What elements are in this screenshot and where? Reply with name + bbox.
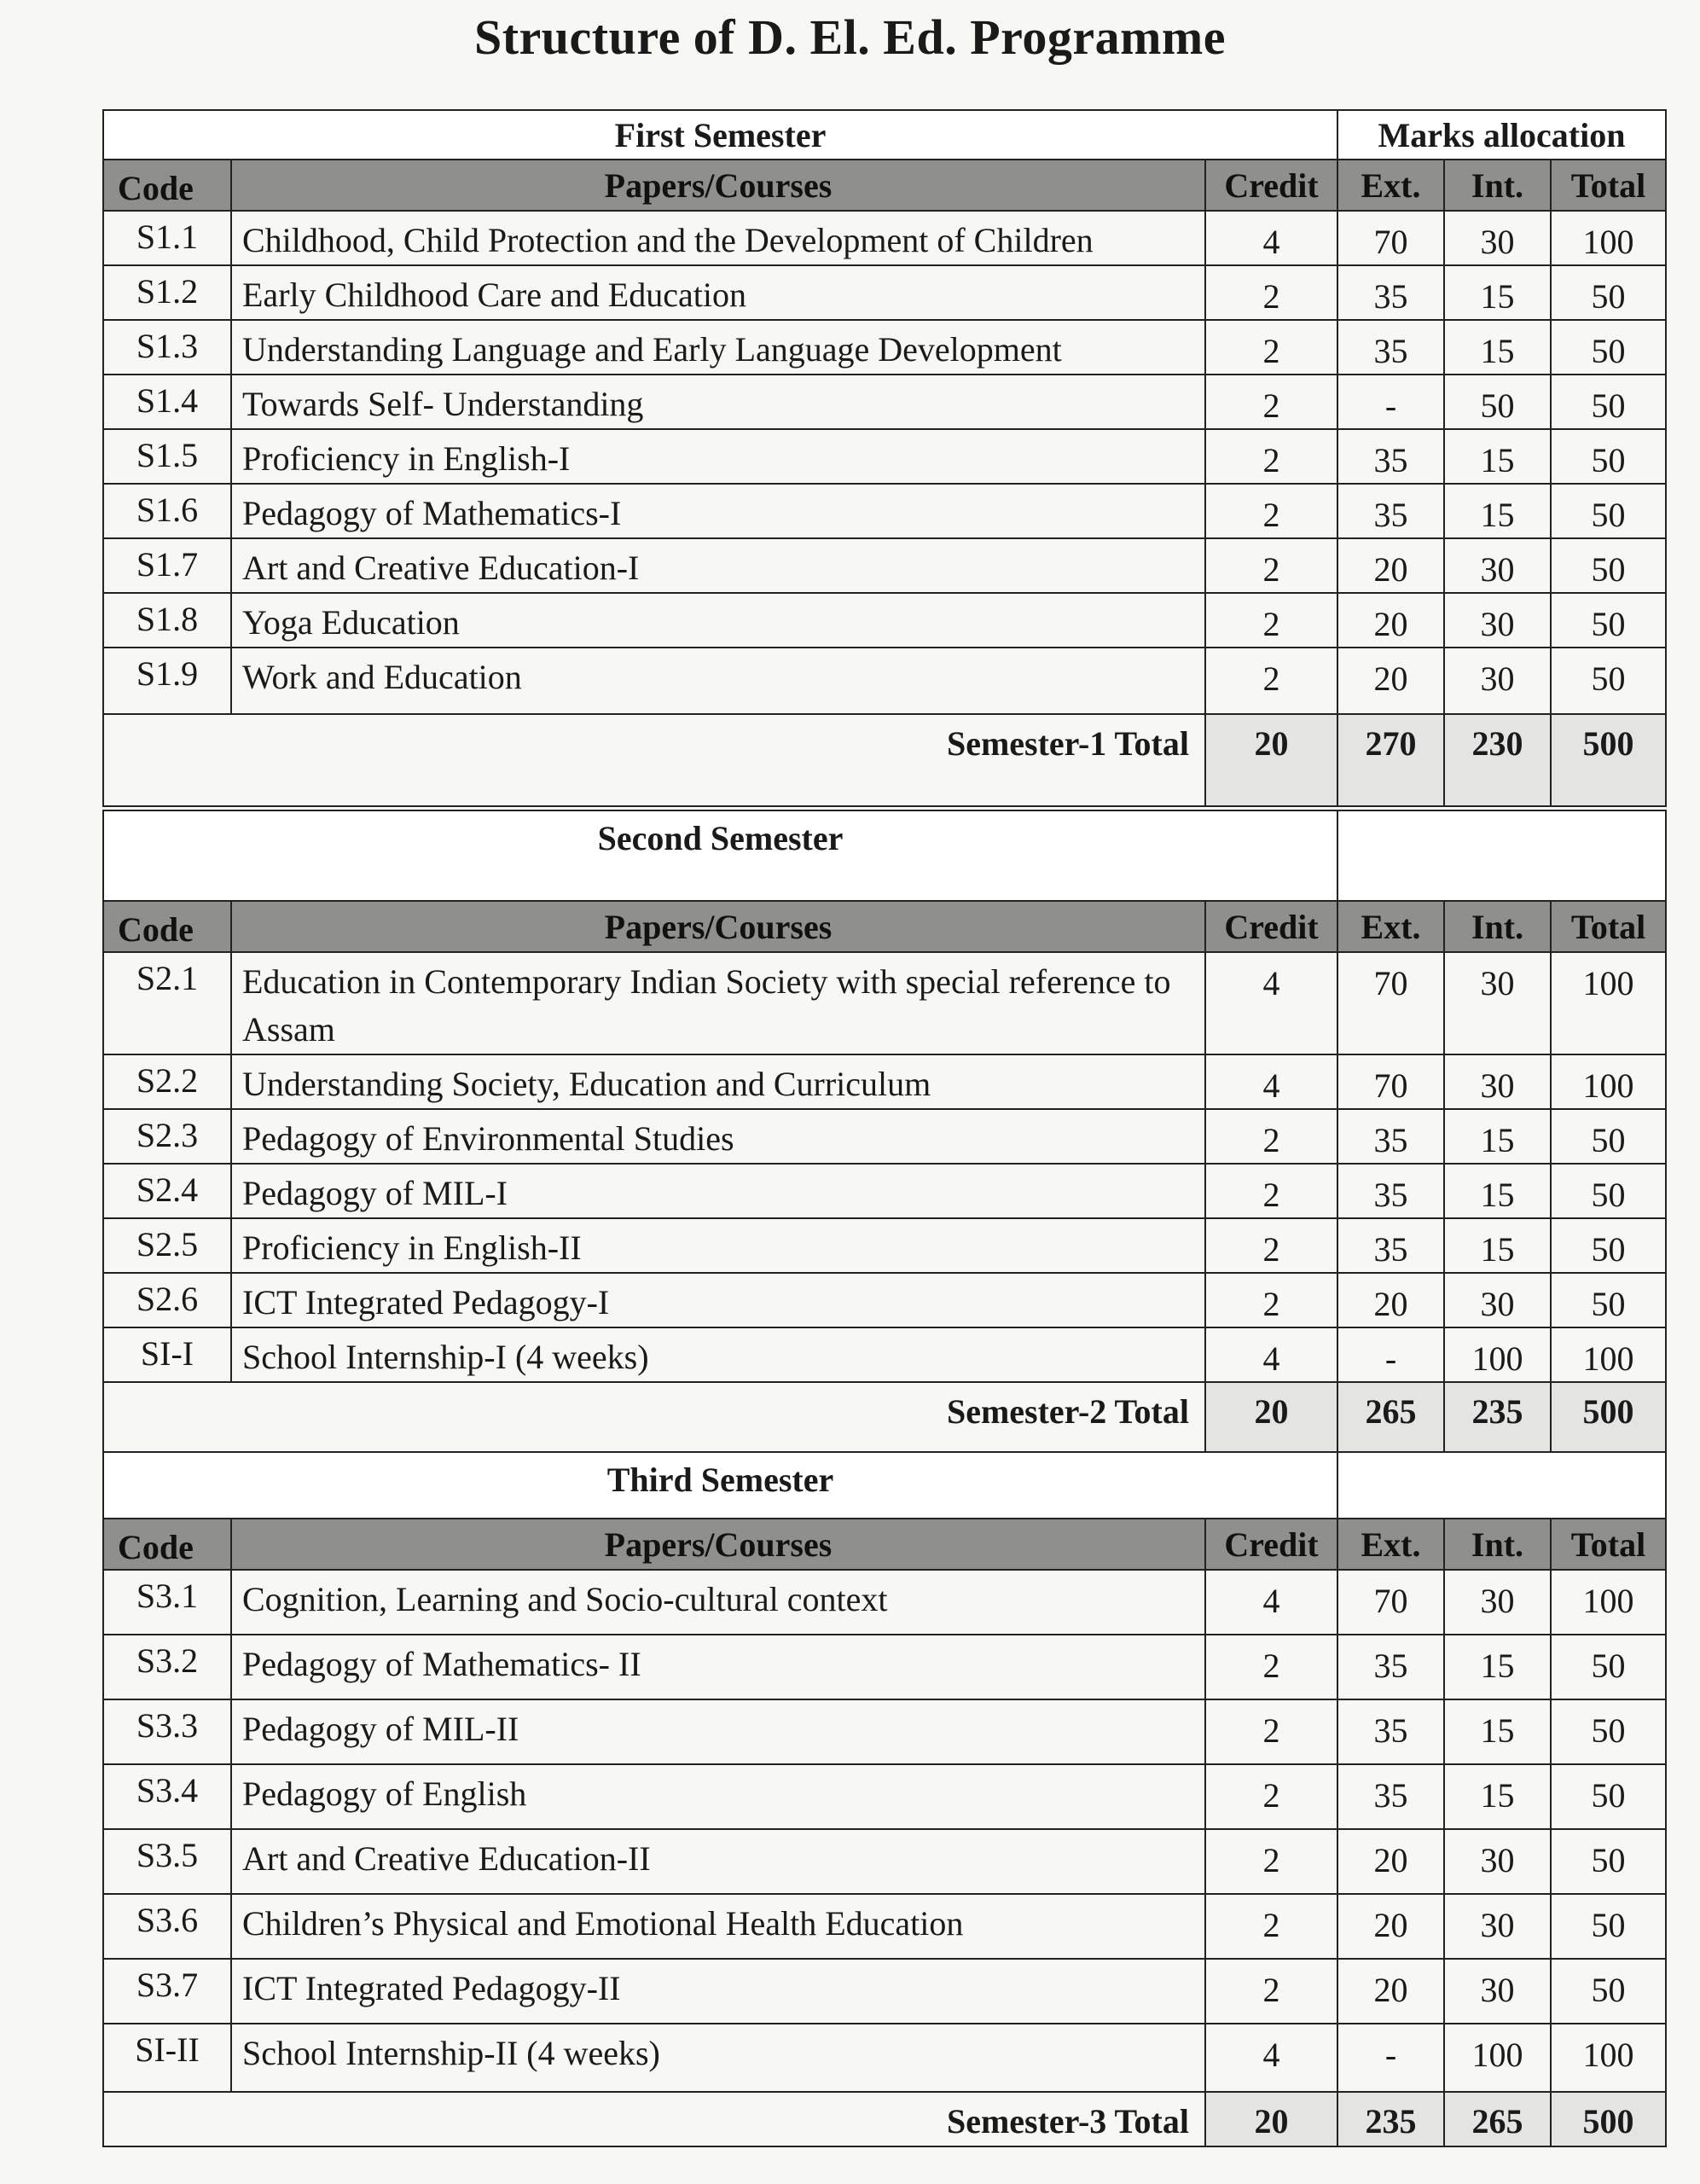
course-code: S3.2 <box>103 1635 231 1699</box>
credit-value: 2 <box>1205 1959 1337 2024</box>
total-value: 50 <box>1551 265 1666 320</box>
column-header-code: Code <box>103 901 231 952</box>
course-title: Art and Creative Education-I <box>231 538 1205 593</box>
total-value: 50 <box>1551 593 1666 648</box>
course-code: S1.8 <box>103 593 231 648</box>
course-code: S1.1 <box>103 211 231 265</box>
ext-value: 35 <box>1337 320 1444 375</box>
total-value: 50 <box>1551 1829 1666 1894</box>
course-code: S2.2 <box>103 1054 231 1109</box>
table-row <box>103 1829 1666 1894</box>
total-value: 100 <box>1551 2024 1666 2092</box>
credit-value: 2 <box>1205 648 1337 714</box>
ext-value: 35 <box>1337 484 1444 538</box>
course-code: S1.4 <box>103 375 231 429</box>
total-value: 50 <box>1551 320 1666 375</box>
int-value: 30 <box>1444 593 1551 648</box>
total-int: 230 <box>1444 714 1551 806</box>
credit-value: 2 <box>1205 1218 1337 1273</box>
semester-total-row <box>103 1382 1666 1457</box>
total-value: 100 <box>1551 1327 1666 1382</box>
credit-value: 4 <box>1205 1054 1337 1109</box>
credit-value: 2 <box>1205 429 1337 484</box>
total-ext: 270 <box>1337 714 1444 806</box>
table-row <box>103 1894 1666 1959</box>
credit-value: 4 <box>1205 2024 1337 2092</box>
total-credit: 20 <box>1205 714 1337 806</box>
course-title: Pedagogy of MIL-II <box>231 1699 1205 1764</box>
int-value: 30 <box>1444 1054 1551 1109</box>
course-title: Pedagogy of MIL-I <box>231 1164 1205 1218</box>
column-header-int: Int. <box>1444 160 1551 211</box>
int-value: 30 <box>1444 1570 1551 1635</box>
course-title: Towards Self- Understanding <box>231 375 1205 429</box>
ext-value: 70 <box>1337 211 1444 265</box>
credit-value: 2 <box>1205 1764 1337 1829</box>
course-title: Work and Education <box>231 648 1205 714</box>
int-value: 15 <box>1444 484 1551 538</box>
total-value: 50 <box>1551 1764 1666 1829</box>
table-row <box>103 429 1666 484</box>
table-row <box>103 265 1666 320</box>
column-header-papers: Papers/Courses <box>231 160 1205 211</box>
course-code: S3.6 <box>103 1894 231 1959</box>
course-title: Understanding Language and Early Language Development <box>231 320 1205 375</box>
int-value: 30 <box>1444 1959 1551 2024</box>
semester-heading: Third Semester <box>103 1452 1337 1519</box>
column-header-ext: Ext. <box>1337 160 1444 211</box>
credit-value: 2 <box>1205 1109 1337 1164</box>
total-total: 500 <box>1551 2092 1666 2146</box>
credit-value: 2 <box>1205 1894 1337 1959</box>
course-code: S1.5 <box>103 429 231 484</box>
course-title: Early Childhood Care and Education <box>231 265 1205 320</box>
total-value: 100 <box>1551 1054 1666 1109</box>
ext-value: 20 <box>1337 593 1444 648</box>
column-header-ext: Ext. <box>1337 1519 1444 1570</box>
credit-value: 2 <box>1205 265 1337 320</box>
column-header-ext: Ext. <box>1337 901 1444 952</box>
ext-value: 70 <box>1337 1054 1444 1109</box>
semester-total-label: Semester-3 Total <box>103 2092 1205 2146</box>
course-title: Art and Creative Education-II <box>231 1829 1205 1894</box>
table-row <box>103 1327 1666 1382</box>
course-title: School Internship-II (4 weeks) <box>231 2024 1205 2092</box>
table-row <box>103 1635 1666 1699</box>
course-code: SI-I <box>103 1327 231 1382</box>
credit-value: 4 <box>1205 952 1337 1054</box>
int-value: 30 <box>1444 1273 1551 1327</box>
int-value: 30 <box>1444 952 1551 1054</box>
column-header-total: Total <box>1551 1519 1666 1570</box>
ext-value: - <box>1337 375 1444 429</box>
ext-value: 35 <box>1337 1164 1444 1218</box>
ext-value: - <box>1337 2024 1444 2092</box>
semester-heading: Second Semester <box>103 810 1337 901</box>
table-row <box>103 593 1666 648</box>
ext-value: 35 <box>1337 1764 1444 1829</box>
course-code: S3.1 <box>103 1570 231 1635</box>
course-code: S2.6 <box>103 1273 231 1327</box>
table-row <box>103 538 1666 593</box>
column-header-credit: Credit <box>1205 160 1337 211</box>
ext-value: 20 <box>1337 648 1444 714</box>
credit-value: 2 <box>1205 593 1337 648</box>
credit-value: 2 <box>1205 538 1337 593</box>
column-header-papers: Papers/Courses <box>231 901 1205 952</box>
ext-value: 35 <box>1337 429 1444 484</box>
total-credit: 20 <box>1205 1382 1337 1457</box>
marks-allocation-blank <box>1337 1452 1666 1519</box>
table-row <box>103 320 1666 375</box>
course-title: Yoga Education <box>231 593 1205 648</box>
int-value: 15 <box>1444 320 1551 375</box>
marks-allocation-heading: Marks allocation <box>1337 110 1666 160</box>
course-title: School Internship-I (4 weeks) <box>231 1327 1205 1382</box>
table-row <box>103 648 1666 714</box>
ext-value: 70 <box>1337 1570 1444 1635</box>
credit-value: 4 <box>1205 211 1337 265</box>
semester-2-table <box>102 810 1667 1458</box>
course-title: Childhood, Child Protection and the Development of Children <box>231 211 1205 265</box>
semester-total-row <box>103 2092 1666 2146</box>
ext-value: 20 <box>1337 538 1444 593</box>
column-header-papers: Papers/Courses <box>231 1519 1205 1570</box>
total-value: 50 <box>1551 1699 1666 1764</box>
total-total: 500 <box>1551 714 1666 806</box>
int-value: 30 <box>1444 1829 1551 1894</box>
credit-value: 2 <box>1205 1635 1337 1699</box>
table-row <box>103 1959 1666 2024</box>
course-code: S2.4 <box>103 1164 231 1218</box>
column-header-credit: Credit <box>1205 1519 1337 1570</box>
table-row <box>103 1054 1666 1109</box>
total-value: 100 <box>1551 952 1666 1054</box>
ext-value: - <box>1337 1327 1444 1382</box>
int-value: 15 <box>1444 265 1551 320</box>
total-value: 50 <box>1551 1109 1666 1164</box>
int-value: 15 <box>1444 429 1551 484</box>
table-row <box>103 952 1666 1054</box>
course-code: S2.5 <box>103 1218 231 1273</box>
total-value: 50 <box>1551 1273 1666 1327</box>
table-row <box>103 2024 1666 2092</box>
semester-total-row <box>103 714 1666 806</box>
table-row <box>103 1218 1666 1273</box>
table-row <box>103 1764 1666 1829</box>
int-value: 15 <box>1444 1635 1551 1699</box>
course-code: S1.3 <box>103 320 231 375</box>
course-title: Pedagogy of Environmental Studies <box>231 1109 1205 1164</box>
semester-total-label: Semester-2 Total <box>103 1382 1205 1457</box>
course-code: S3.5 <box>103 1829 231 1894</box>
credit-value: 2 <box>1205 1164 1337 1218</box>
column-header-int: Int. <box>1444 1519 1551 1570</box>
credit-value: 2 <box>1205 1273 1337 1327</box>
total-value: 50 <box>1551 1218 1666 1273</box>
total-value: 50 <box>1551 538 1666 593</box>
column-header-code: Code <box>103 1519 231 1570</box>
course-title: Pedagogy of Mathematics-I <box>231 484 1205 538</box>
ext-value: 20 <box>1337 1829 1444 1894</box>
credit-value: 4 <box>1205 1570 1337 1635</box>
credit-value: 2 <box>1205 375 1337 429</box>
table-row <box>103 484 1666 538</box>
semester-total-label: Semester-1 Total <box>103 714 1205 806</box>
int-value: 30 <box>1444 648 1551 714</box>
ext-value: 35 <box>1337 1109 1444 1164</box>
int-value: 15 <box>1444 1699 1551 1764</box>
course-code: S1.6 <box>103 484 231 538</box>
ext-value: 35 <box>1337 1218 1444 1273</box>
course-title: Understanding Society, Education and Curriculum <box>231 1054 1205 1109</box>
course-code: S1.7 <box>103 538 231 593</box>
total-total: 500 <box>1551 1382 1666 1457</box>
total-ext: 265 <box>1337 1382 1444 1457</box>
course-title: Proficiency in English-I <box>231 429 1205 484</box>
int-value: 30 <box>1444 538 1551 593</box>
int-value: 30 <box>1444 211 1551 265</box>
int-value: 15 <box>1444 1764 1551 1829</box>
int-value: 15 <box>1444 1218 1551 1273</box>
semester-3-table <box>102 1451 1667 2147</box>
credit-value: 4 <box>1205 1327 1337 1382</box>
course-code: S1.9 <box>103 648 231 714</box>
column-header-total: Total <box>1551 901 1666 952</box>
course-code: S3.4 <box>103 1764 231 1829</box>
course-title: ICT Integrated Pedagogy-II <box>231 1959 1205 2024</box>
course-title: ICT Integrated Pedagogy-I <box>231 1273 1205 1327</box>
total-value: 50 <box>1551 1959 1666 2024</box>
total-value: 50 <box>1551 1164 1666 1218</box>
table-row <box>103 211 1666 265</box>
column-header-code: Code <box>103 160 231 211</box>
course-code: SI-II <box>103 2024 231 2092</box>
total-value: 50 <box>1551 1635 1666 1699</box>
int-value: 15 <box>1444 1164 1551 1218</box>
total-value: 50 <box>1551 429 1666 484</box>
column-header-credit: Credit <box>1205 901 1337 952</box>
course-code: S2.1 <box>103 952 231 1054</box>
ext-value: 20 <box>1337 1273 1444 1327</box>
int-value: 100 <box>1444 1327 1551 1382</box>
ext-value: 20 <box>1337 1894 1444 1959</box>
credit-value: 2 <box>1205 320 1337 375</box>
column-header-total: Total <box>1551 160 1666 211</box>
semester-1-table <box>102 109 1667 807</box>
credit-value: 2 <box>1205 484 1337 538</box>
int-value: 15 <box>1444 1109 1551 1164</box>
ext-value: 70 <box>1337 952 1444 1054</box>
total-value: 50 <box>1551 1894 1666 1959</box>
course-code: S2.3 <box>103 1109 231 1164</box>
table-row <box>103 375 1666 429</box>
ext-value: 35 <box>1337 1699 1444 1764</box>
credit-value: 2 <box>1205 1829 1337 1894</box>
column-header-int: Int. <box>1444 901 1551 952</box>
int-value: 100 <box>1444 2024 1551 2092</box>
total-int: 235 <box>1444 1382 1551 1457</box>
course-title: Proficiency in English-II <box>231 1218 1205 1273</box>
course-title: Pedagogy of Mathematics- II <box>231 1635 1205 1699</box>
course-title: Pedagogy of English <box>231 1764 1205 1829</box>
course-code: S1.2 <box>103 265 231 320</box>
table-row <box>103 1109 1666 1164</box>
course-title: Children’s Physical and Emotional Health Education <box>231 1894 1205 1959</box>
total-int: 265 <box>1444 2092 1551 2146</box>
course-title: Education in Contemporary Indian Society with special reference to Assam <box>231 952 1205 1054</box>
table-row <box>103 1699 1666 1764</box>
total-credit: 20 <box>1205 2092 1337 2146</box>
semester-heading: First Semester <box>103 110 1337 160</box>
page-title: Structure of D. El. Ed. Programme <box>473 9 1226 65</box>
table-row <box>103 1570 1666 1635</box>
total-value: 50 <box>1551 648 1666 714</box>
ext-value: 35 <box>1337 265 1444 320</box>
marks-allocation-blank <box>1337 810 1666 901</box>
total-ext: 235 <box>1337 2092 1444 2146</box>
total-value: 50 <box>1551 375 1666 429</box>
course-title: Cognition, Learning and Socio-cultural context <box>231 1570 1205 1635</box>
table-row <box>103 1273 1666 1327</box>
table-row <box>103 1164 1666 1218</box>
total-value: 100 <box>1551 1570 1666 1635</box>
total-value: 50 <box>1551 484 1666 538</box>
credit-value: 2 <box>1205 1699 1337 1764</box>
ext-value: 35 <box>1337 1635 1444 1699</box>
total-value: 100 <box>1551 211 1666 265</box>
ext-value: 20 <box>1337 1959 1444 2024</box>
course-code: S3.7 <box>103 1959 231 2024</box>
int-value: 30 <box>1444 1894 1551 1959</box>
course-code: S3.3 <box>103 1699 231 1764</box>
int-value: 50 <box>1444 375 1551 429</box>
